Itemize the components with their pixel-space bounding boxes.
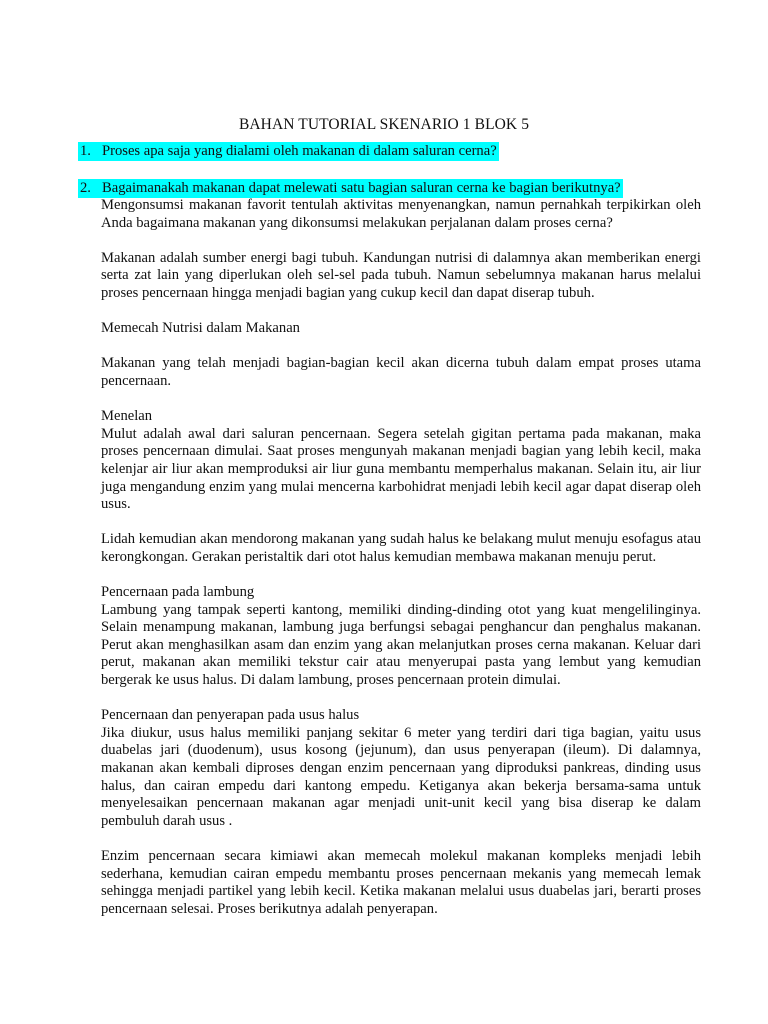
paragraph-lambung: Lambung yang tampak seperti kantong, memiliki dinding-dinding otot yang kuat mengelilinginya. Selain menampung makanan, lambung juga berfungsi sebagai penghancur dan penghalus makanan. Perut akan menghasilkan asam dan enzim yang akan melanjutkan proses cerna makanan. Keluar dari perut, makanan akan memiliki tekstur cair atau menyerupai pasta yang lembut yang kemudian bergerak ke usus halus. Di dalam lambung, proses pencernaan protein dimulai.: [101, 601, 701, 689]
question-2-text: Bagaimanakah makanan dapat melewati satu bagian saluran cerna ke bagian berikutnya?: [102, 180, 621, 196]
paragraph-mulut: Mulut adalah awal dari saluran pencernaan. Segera setelah gigitan pertama pada makanan, maka proses pencernaan dimulai. Saat proses mengunyah makanan menjadi bagian yang lebih kecil, maka kelenjar air liur akan memproduksi air liur guna membantu memperhalus makanan. Selain itu, air liur juga mengandung enzim yang mulai mencerna karbohidrat menjadi lebih kecil agar dapat diserap oleh usus.: [101, 425, 701, 513]
question-2-highlight: [78, 179, 623, 198]
question-2-number: 2.: [80, 180, 91, 196]
heading-usus-halus: Pencernaan dan penyerapan pada usus halus: [101, 707, 360, 724]
paragraph-empat-proses: Makanan yang telah menjadi bagian-bagian kecil akan dicerna tubuh dalam empat proses utama pencernaan.: [101, 355, 701, 389]
document-title: BAHAN TUTORIAL SKENARIO 1 BLOK 5: [238, 116, 530, 133]
intro-paragraph: Mengonsumsi makanan favorit tentulah aktivitas menyenangkan, namun pernahkah terpikirkan oleh Anda bagaimana makanan yang dikonsumsi melakukan perjalanan dalam proses cerna?: [101, 197, 701, 231]
paragraph-energy: Makanan adalah sumber energi bagi tubuh. Kandungan nutrisi di dalamnya akan memberikan energi serta zat lain yang diperlukan oleh sel-sel pada tubuh. Namun sebelumnya makanan harus melalui proses pencernaan hingga menjadi bagian yang cukup kecil dan dapat diserap tubuh.: [101, 249, 701, 301]
paragraph-enzim: Enzim pencernaan secara kimiawi akan memecah molekul makanan kompleks menjadi lebih sederhana, kemudian cairan empedu membantu proses pencernaan mekanis yang memecah lemak sehingga menjadi partikel yang lebih kecil. Ketika makanan melalui usus duabelas jari, berarti proses pencernaan selesai. Proses berikutnya adalah penyerapan.: [101, 847, 701, 917]
heading-menelan: Menelan: [101, 408, 153, 425]
question-1-text: Proses apa saja yang dialami oleh makanan di dalam saluran cerna?: [102, 143, 497, 159]
question-1: [78, 143, 499, 160]
answer-body: [101, 197, 701, 918]
paragraph-lidah: Lidah kemudian akan mendorong makanan yang sudah halus ke belakang mulut menuju esofagus atau kerongkongan. Gerakan peristaltik dari otot halus kemudian membawa makanan menuju perut.: [101, 531, 701, 565]
heading-memecah-nutrisi: Memecah Nutrisi dalam Makanan: [101, 320, 300, 337]
heading-lambung: Pencernaan pada lambung: [101, 584, 255, 601]
question-1-highlight: [78, 142, 499, 161]
question-2: [78, 180, 623, 197]
question-1-number: 1.: [80, 143, 91, 159]
paragraph-usus-halus: Jika diukur, usus halus memiliki panjang sekitar 6 meter yang terdiri dari tiga bagian, yaitu usus duabelas jari (duodenum), usus kosong (jejunum), dan usus penyerapan (ileum). Di dalamnya, makanan akan kembali diproses dengan enzim pencernaan yang diproduksi pankreas, dinding usus halus, dan cairan empedu dari kantong empedu. Ketiganya akan bekerja bersama-sama untuk menyelesaikan pencernaan makanan agar menjadi unit-unit kecil yang bisa diserap ke dalam pembuluh darah usus .: [101, 724, 701, 829]
